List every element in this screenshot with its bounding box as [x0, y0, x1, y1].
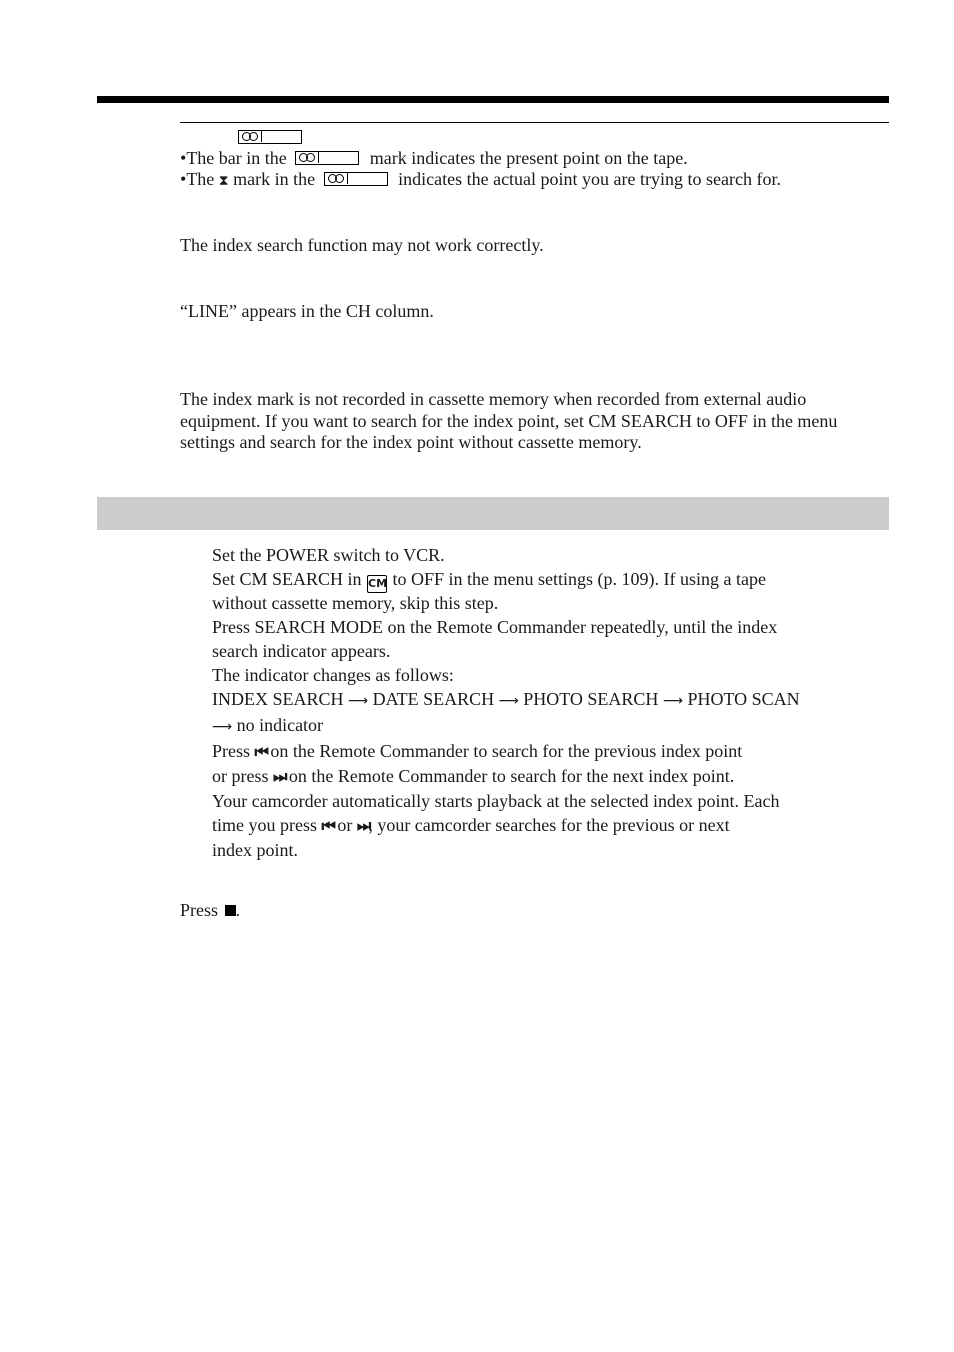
bullet-text-post: mark indicates the present point on the tape. — [369, 148, 688, 168]
previous-index-icon: ⏮ — [254, 742, 266, 761]
right-arrow-icon: ⟶ — [348, 693, 369, 709]
step-4-each-time: time you press ⏮ or ⏭, your camcorder searches for the previous or next — [212, 815, 730, 835]
top-heavy-rule — [97, 96, 889, 103]
indicator-sequence: INDEX SEARCH ⟶ DATE SEARCH ⟶ PHOTO SEARCH ⟶ PHOTO SCAN — [212, 689, 800, 709]
cassette-memory-icon: CM — [367, 575, 387, 593]
bullet-text-pre: The — [186, 169, 215, 189]
right-arrow-icon: ⟶ — [212, 719, 233, 735]
tape-icon — [238, 130, 302, 144]
step-2: Set CM SEARCH in CM to OFF in the menu settings (p. 109). If using a tape — [212, 567, 892, 591]
tape-icon — [324, 172, 388, 186]
indicator-sequence-end: ⟶ no indicator — [212, 715, 324, 735]
procedure-steps — [212, 543, 892, 862]
note-line-column: “LINE” appears in the CH column. — [180, 301, 434, 321]
step-4-cont: or press ⏭ on the Remote Commander to search for the next index point. — [212, 766, 735, 786]
tape-indicator-illustration — [236, 127, 304, 148]
right-arrow-icon: ⟶ — [498, 693, 519, 709]
bullet-text-pre: The bar in the — [186, 148, 287, 168]
step-3-changes: The indicator changes as follows: — [212, 665, 454, 685]
step-3: Press SEARCH MODE on the Remote Commander repeatedly, until the index — [212, 617, 778, 637]
next-index-icon: ⏭ — [356, 816, 369, 835]
right-arrow-icon: ⟶ — [662, 693, 683, 709]
step-4: Press ⏮ on the Remote Commander to search for the previous index point — [212, 741, 743, 761]
stop-icon — [225, 905, 236, 916]
bullet-search-point: •The ⧗ mark in the indicates the actual point you are trying to search for. — [180, 169, 781, 189]
step-3-cont: search indicator appears. — [212, 641, 391, 661]
step-4-playback: Your camcorder automatically starts playback at the selected index point. Each — [212, 791, 780, 811]
previous-index-icon: ⏮ — [321, 816, 333, 835]
bullet-present-point: •The bar in the mark indicates the present point on the tape. — [180, 148, 688, 168]
stop-instruction: Press . — [180, 900, 241, 920]
note-external-audio: The index mark is not recorded in cassette memory when recorded from external audio equipment. If you want to search for the index point, set CM SEARCH to OFF in the menu settings and search for the index point without cassette memory. — [180, 389, 838, 452]
next-index-icon: ⏭ — [273, 767, 285, 786]
bullet-text-post: indicates the actual point you are trying to search for. — [398, 169, 781, 189]
note-index-search: The index search function may not work correctly. — [180, 235, 544, 255]
step-2-cont: without cassette memory, skip this step. — [212, 593, 499, 613]
hourglass-icon: ⧗ — [218, 173, 229, 189]
section-heading-bar — [97, 497, 889, 530]
step-1: Set the POWER switch to VCR. — [212, 545, 445, 565]
bullet-text-mid: mark in the — [233, 169, 316, 189]
section-rule — [180, 122, 889, 123]
step-4-end: index point. — [212, 840, 298, 860]
tape-icon — [295, 151, 359, 165]
